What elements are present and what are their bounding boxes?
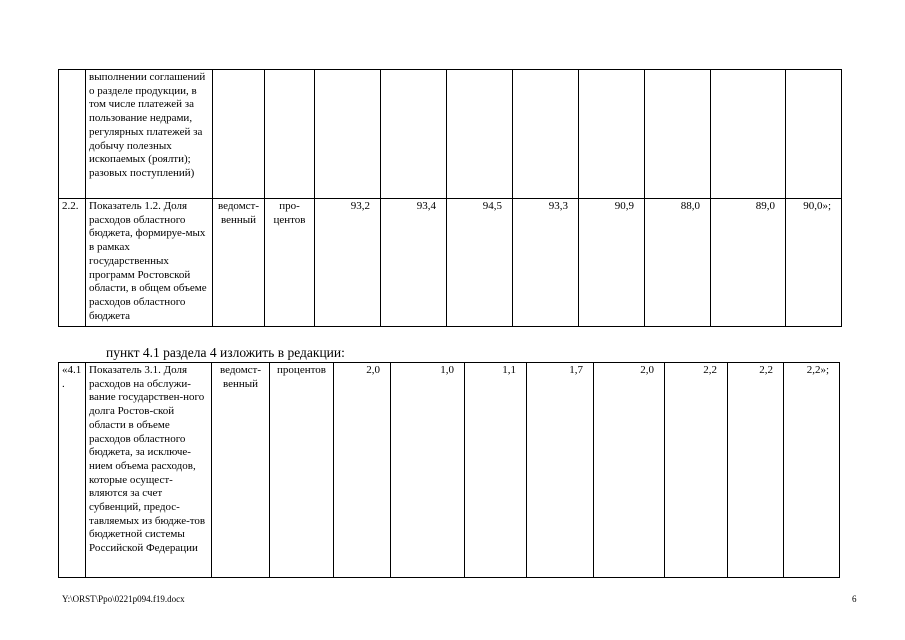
value-cell: 1,1: [465, 363, 527, 578]
value-cell: [513, 70, 579, 199]
indicators-table-2: [58, 362, 840, 578]
value-cell: 94,5: [447, 199, 513, 327]
value-cell: 93,4: [381, 199, 447, 327]
row-code: [59, 70, 86, 199]
value-cell: 2,2»;: [784, 363, 840, 578]
value-cell: 93,3: [513, 199, 579, 327]
value-cell: 1,0: [391, 363, 465, 578]
value-cell: [315, 70, 381, 199]
value-cell: [711, 70, 786, 199]
source-cell: ведомст-венный: [213, 199, 265, 327]
value-cell: 90,9: [579, 199, 645, 327]
row-code: «4.1.: [59, 363, 86, 578]
value-cell: 2,0: [594, 363, 665, 578]
value-cell: 2,2: [665, 363, 728, 578]
value-cell: 88,0: [645, 199, 711, 327]
row-code: 2.2.: [59, 199, 86, 327]
indicator-name: выполнении соглашений о разделе продукции, в том числе платежей за пользование недрами, регулярных платежей за добычу полезных ископаемых (роялти); разовых поступлений): [86, 70, 213, 199]
page-number: 6: [852, 594, 857, 604]
value-cell: [447, 70, 513, 199]
table-row: [59, 363, 840, 578]
file-path-footer: Y:\ORST\Ppo\0221p094.f19.docx: [62, 594, 185, 604]
value-cell: [645, 70, 711, 199]
value-cell: 90,0»;: [786, 199, 842, 327]
value-cell: 93,2: [315, 199, 381, 327]
value-cell: [381, 70, 447, 199]
source-cell: [213, 70, 265, 199]
indicators-table-1: [58, 69, 842, 327]
table-row: [59, 199, 842, 327]
unit-cell: [265, 70, 315, 199]
source-cell: ведомст-венный: [212, 363, 270, 578]
value-cell: [786, 70, 842, 199]
unit-cell: про-центов: [265, 199, 315, 327]
indicator-name: Показатель 1.2. Доля расходов областного бюджета, формируе-мых в рамках государственных программ Ростовской области, в общем объеме расходов областного бюджета: [86, 199, 213, 327]
unit-cell: процентов: [270, 363, 334, 578]
value-cell: 1,7: [527, 363, 594, 578]
value-cell: 2,2: [728, 363, 784, 578]
instruction-paragraph: пункт 4.1 раздела 4 изложить в редакции:: [106, 345, 345, 360]
value-cell: 2,0: [334, 363, 391, 578]
value-cell: 89,0: [711, 199, 786, 327]
table-row: [59, 70, 842, 199]
indicator-name: Показатель 3.1. Доля расходов на обслужи-вание государствен-ного долга Ростов-ской области в объеме расходов областного бюджета, за исключе-нием объема расходов, которые осущест-вляются за счет субвенций, предос-тавляемых из бюдже-тов бюджетной системы Российской Федерации: [86, 363, 212, 578]
value-cell: [579, 70, 645, 199]
